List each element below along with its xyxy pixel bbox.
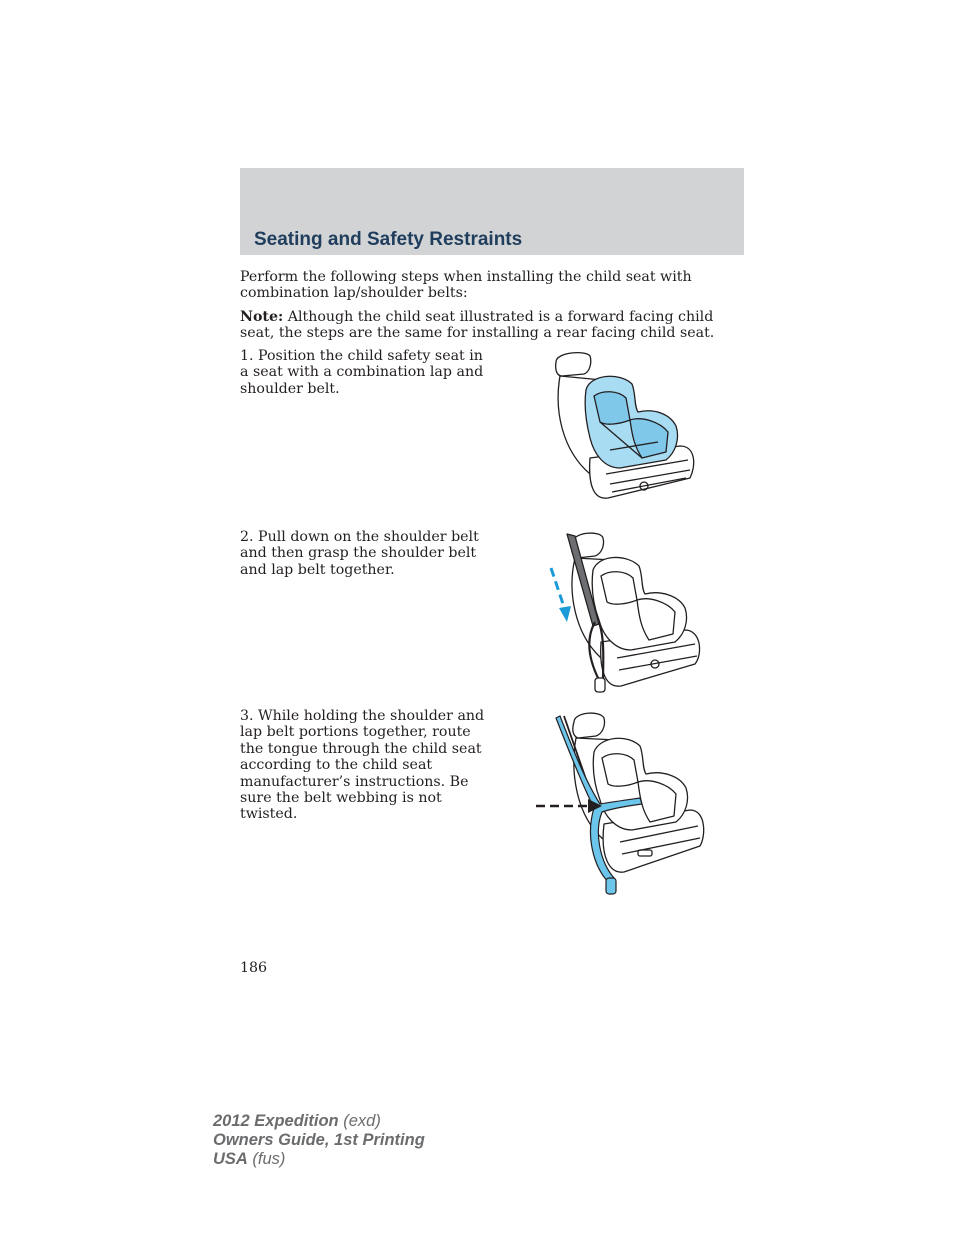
route-tongue-illustration [530,712,710,898]
footer-market: USA [213,1150,248,1168]
footer-line-1 [213,1112,425,1131]
intro-paragraph: Perform the following steps when installing the child seat with combination lap/shoulder belts: [240,269,692,302]
page-number: 186 [240,960,268,976]
note-label: Note: [240,309,284,325]
footer-model: 2012 Expedition [213,1112,339,1130]
section-title: Seating and Safety Restraints [254,229,523,250]
footer-line-3 [213,1150,425,1169]
footer-market-code: (fus) [247,1150,286,1168]
footer-model-code: (exd) [338,1112,381,1130]
step-1-text: 1. Position the child safety seat in a seat with a combination lap and shoulder belt. [240,348,484,397]
step-3-text: 3. While holding the shoulder and lap belt portions together, route the tongue through the child seat according to the child seat manufacturer’s instructions. Be sure the belt webbing is not twisted. [240,708,485,823]
note-text: Although the child seat illustrated is a forward facing child seat, the steps are the same for installing a rear facing child seat. [240,309,715,342]
footer-line-2: Owners Guide, 1st Printing [213,1131,425,1149]
step-2-text: 2. Pull down on the shoulder belt and then grasp the shoulder belt and lap belt together. [240,529,479,578]
note-paragraph [240,309,740,342]
child-seat-position-illustration [550,350,700,502]
pull-shoulder-belt-illustration [545,530,705,698]
document-footer [213,1112,425,1169]
section-header-band [240,168,744,255]
